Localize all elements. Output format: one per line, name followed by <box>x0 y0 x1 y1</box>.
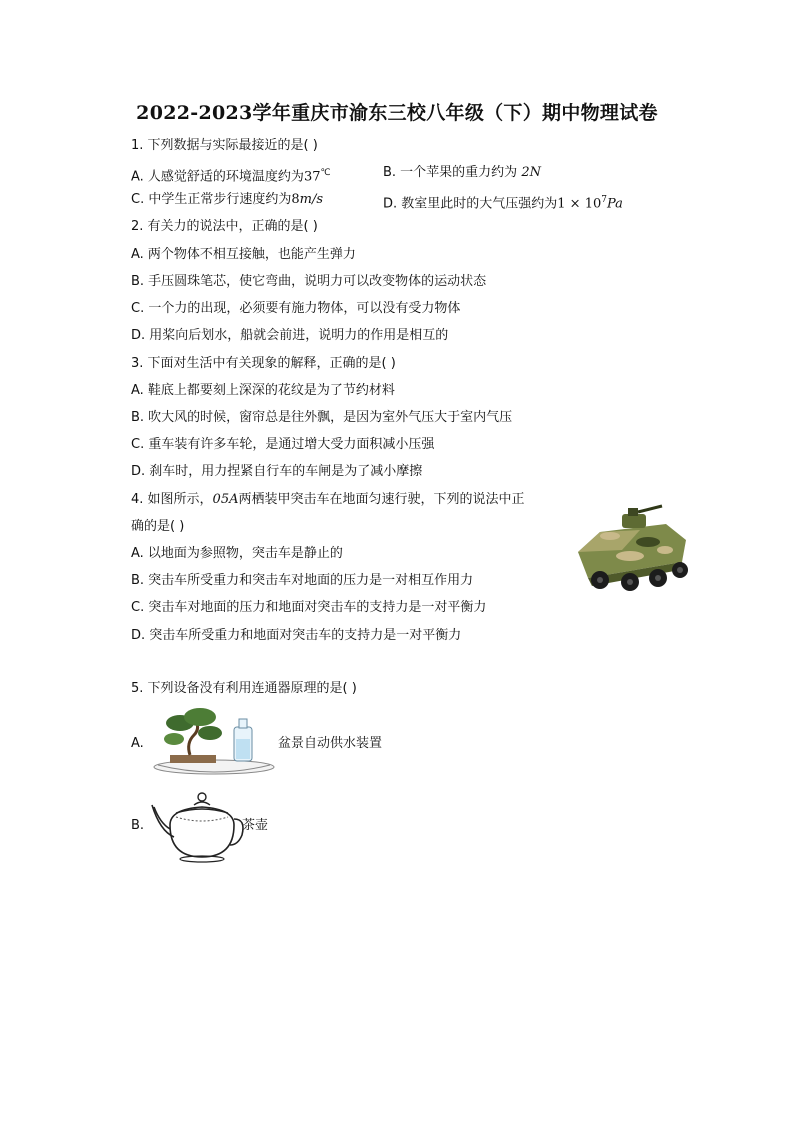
q1-option-d-unit: Pa <box>607 196 623 212</box>
teapot-image <box>150 785 244 863</box>
q4-stem-pre: 4. 如图所示， <box>131 492 213 507</box>
q3-stem: 3. 下面对生活中有关现象的解释，正确的是( ) <box>131 356 396 371</box>
bonsai-water-supply-image <box>150 705 276 777</box>
q2-option-d: D. 用桨向后划水，船就会前进，说明力的作用是相互的 <box>131 328 449 343</box>
q2-option-b: B. 手压圆珠笔芯，使它弯曲，说明力可以改变物体的运动状态 <box>131 274 487 289</box>
q1-option-d-exponent: 7 <box>601 195 607 205</box>
q1-option-a-value: 37 <box>303 169 321 185</box>
q5-stem: 5. 下列设备没有利用连通器原理的是( ) <box>131 681 357 696</box>
q4-stem <box>131 491 525 509</box>
q4-option-c: C. 突击车对地面的压力和地面对突击车的支持力是一对平衡力 <box>131 600 487 615</box>
q4-option-a: A. 以地面为参照物，突击车是静止的 <box>131 546 343 561</box>
q1-option-a <box>131 164 331 186</box>
paper-title: 2022-2023学年重庆市渝东三校八年级（下）期中物理试卷 <box>136 102 658 124</box>
q4-vehicle-code: 05A <box>212 492 239 507</box>
q3-option-a: A. 鞋底上都要刻上深深的花纹是为了节约材料 <box>131 383 395 398</box>
q4-stem-continued: 确的是( ) <box>131 519 185 534</box>
q2-stem: 2. 有关力的说法中，正确的是( ) <box>131 219 318 234</box>
q1-stem: 1. 下列数据与实际最接近的是( ) <box>131 138 318 153</box>
q1-option-b-text: B. 一个苹果的重力约为 <box>383 165 522 180</box>
q5-option-a-caption: 盆景自动供水装置 <box>278 736 383 751</box>
q1-option-d-value: 1 × 10 <box>557 196 602 212</box>
q4-stem-post: 两栖装甲突击车在地面匀速行驶，下列的说法中正 <box>238 492 525 507</box>
q1-option-a-unit: ℃ <box>320 168 331 178</box>
q1-option-c-unit: m/s <box>299 192 324 207</box>
q1-option-c-text: C. 中学生正常步行速度约为 <box>131 192 292 207</box>
q4-option-d: D. 突击车所受重力和地面对突击车的支持力是一对平衡力 <box>131 628 462 643</box>
q1-option-d <box>383 191 623 213</box>
q4-option-b: B. 突击车所受重力和突击车对地面的压力是一对相互作用力 <box>131 573 474 588</box>
q1-option-a-text: A. 人感觉舒适的环境温度约为 <box>131 169 304 185</box>
q2-option-c: C. 一个力的出现，必须要有施力物体，可以没有受力物体 <box>131 301 461 316</box>
q2-option-a: A. 两个物体不相互接触，也能产生弹力 <box>131 247 356 262</box>
q1-option-d-text: D. 教室里此时的大气压强约为 <box>383 196 558 212</box>
q1-option-c-value: 8 <box>291 192 300 207</box>
q1-option-c <box>131 191 323 209</box>
q5-option-b-letter: B. <box>131 818 145 833</box>
q1-option-b <box>383 164 541 182</box>
q5-option-a-letter: A. <box>131 736 144 751</box>
q3-option-c: C. 重车装有许多车轮，是通过增大受力面积减小压强 <box>131 437 435 452</box>
q3-option-d: D. 刹车时，用力捏紧自行车的车闸是为了减小摩擦 <box>131 464 423 479</box>
q5-option-b-caption: 茶壶 <box>242 818 269 833</box>
armored-vehicle-image <box>570 500 694 600</box>
q3-option-b: B. 吹大风的时候，窗帘总是往外飘，是因为室外气压大于室内气压 <box>131 410 513 425</box>
q1-option-b-value: 2N <box>521 165 541 180</box>
